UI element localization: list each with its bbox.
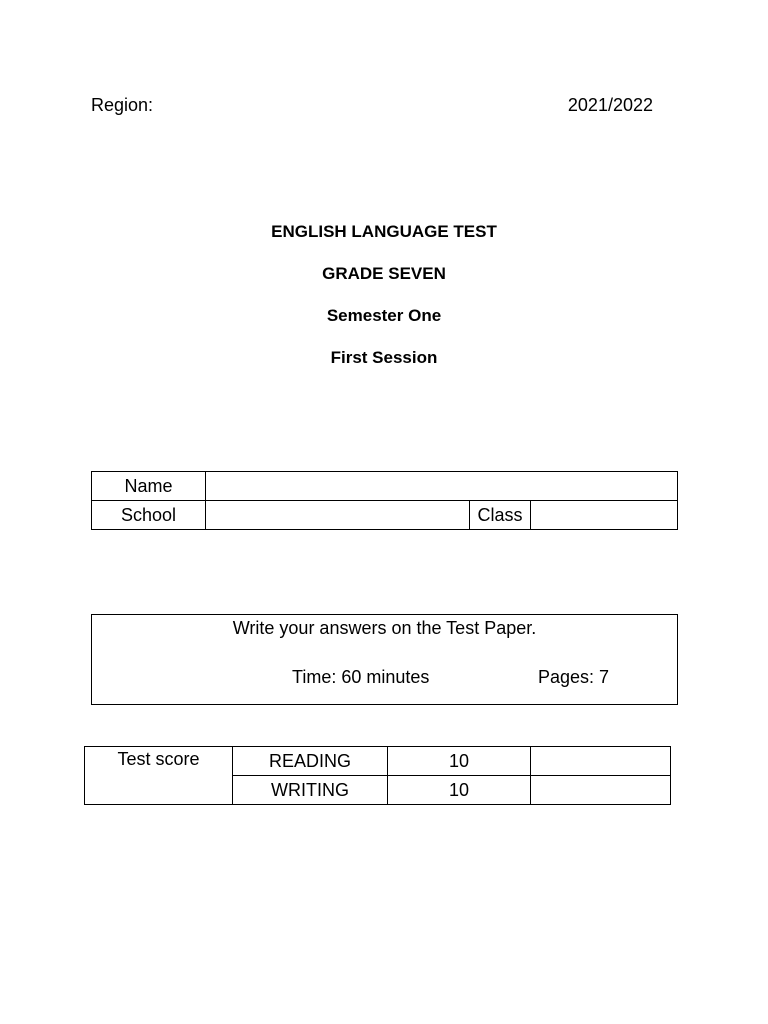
- test-score-table: [84, 746, 671, 805]
- section-reading: READING: [233, 747, 388, 776]
- school-label: School: [92, 501, 206, 530]
- instructions-text: Write your answers on the Test Paper.: [232, 618, 537, 638]
- semester-title: Semester One: [326, 306, 442, 325]
- title-block: [0, 221, 768, 389]
- instructions-box: [91, 614, 678, 705]
- name-row: [92, 472, 678, 501]
- time-limit: Time: 60 minutes: [292, 667, 430, 687]
- page-count: Pages: 7: [538, 667, 610, 687]
- school-row: [92, 501, 678, 530]
- max-points-writing: 10: [388, 776, 531, 805]
- test-title: ENGLISH LANGUAGE TEST: [271, 222, 497, 241]
- grade-title: GRADE SEVEN: [322, 264, 446, 283]
- school-field[interactable]: [206, 501, 470, 530]
- test-score-label: Test score: [85, 747, 233, 805]
- class-label: Class: [470, 501, 531, 530]
- academic-year: 2021/2022: [567, 95, 653, 115]
- region-label: Region:: [91, 95, 154, 115]
- max-points-reading: 10: [388, 747, 531, 776]
- name-label: Name: [92, 472, 206, 501]
- session-title: First Session: [330, 348, 438, 367]
- student-info-table: [91, 471, 678, 530]
- class-field[interactable]: [531, 501, 678, 530]
- name-field[interactable]: [206, 472, 678, 501]
- score-field-reading[interactable]: [531, 747, 671, 776]
- score-row-reading: [85, 747, 671, 776]
- section-writing: WRITING: [233, 776, 388, 805]
- score-field-writing[interactable]: [531, 776, 671, 805]
